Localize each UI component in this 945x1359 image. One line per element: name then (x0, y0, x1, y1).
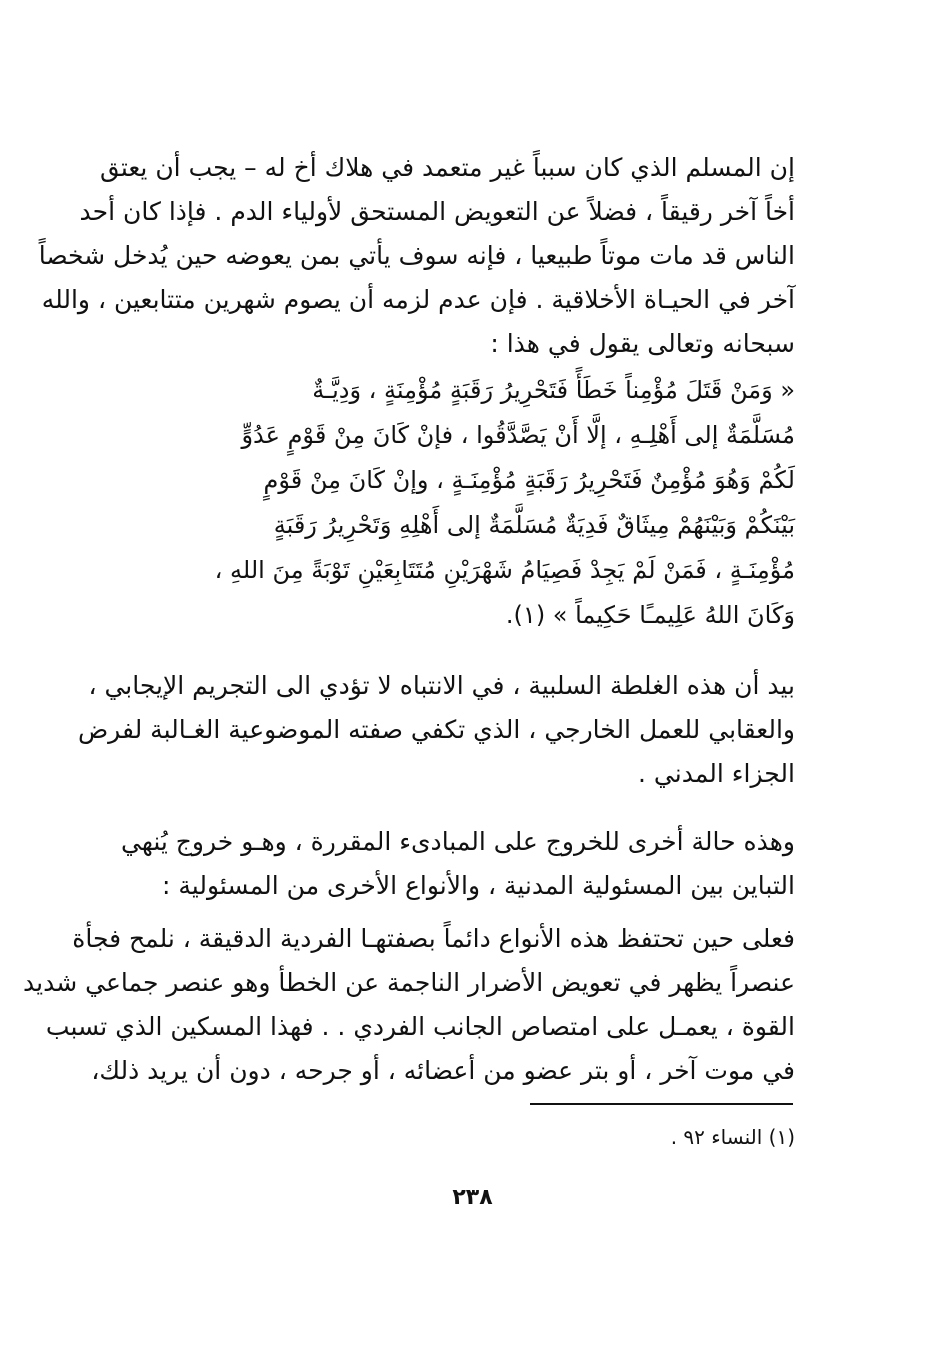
text-line: عنصراً يظهر في تعويض الأضرار الناجمة عن الخطأ وهو عنصر جماعي شديد (23, 968, 795, 997)
text-line: القوة ، يعمـل على امتصاص الجانب الفردي . . فهذا المسكين الذي تسبب (45, 1012, 795, 1041)
text-line: مُؤْمِنَـةٍ ، فَمَنْ لَمْ يَجِدْ فَصِيَامُ شَهْرَيْنِ مُتَتَابِعَيْنِ تَوْبَةً مِنَ اللهِ ، (214, 556, 795, 584)
text-line: آخر في الحيـاة الأخلاقية . فإن عدم لزمه أن يصوم شهرين متتابعين ، والله (41, 285, 795, 314)
text-line: « وَمَنْ قَتَلَ مُؤْمِناً خَطَأً فَتَحْرِيرُ رَقَبَةٍ مُؤْمِنَةٍ ، وَدِيَّـةٌ (312, 376, 795, 404)
text-line: والعقابي للعمل الخارجي ، الذي تكفي صفته الموضوعية الغـالبة لفرض (77, 715, 795, 744)
text-line: الجزاء المدني . (638, 759, 795, 788)
paragraph-intro (38, 146, 795, 366)
paragraph-exception (120, 820, 795, 908)
text-line: سبحانه وتعالى يقول في هذا : (490, 329, 795, 358)
footnote: (١) النساء ٩٢ . (670, 1125, 795, 1149)
text-line: في موت آخر ، أو بتر عضو من أعضائه ، أو جرحه ، دون أن يريد ذلك، (91, 1056, 795, 1085)
text-line: إن المسلم الذي كان سبباً غير متعمد في هلاك أخ له – يجب أن يعتق (99, 153, 795, 182)
paragraph-negative-error (77, 664, 795, 796)
text-line: لَكُمْ وَهُوَ مُؤْمِنٌ فَتَحْرِيرُ رَقَبَةٍ مُؤْمِنَـةٍ ، وإنْ كَانَ مِنْ قَوْمٍ (263, 466, 795, 494)
footnote-divider (530, 1103, 793, 1105)
text-line: بيد أن هذه الغلطة السلبية ، في الانتباه لا تؤدي الى التجريم الإيجابي ، (88, 671, 795, 700)
text-line: وَكَانَ اللهُ عَلِيمـًا حَكِيماً » (١). (505, 601, 795, 629)
text-line: وهذه حالة أخرى للخروج على المبادىء المقررة ، وهـو خروج يُنهي (120, 827, 795, 856)
text-line: بَيْنَكُمْ وَبَيْنَهُمْ مِيثَاقٌ فَدِيَةٌ مُسَلَّمَةٌ إلى أَهْلِهِ وَتَحْرِيرُ رَقَبَةٍ (273, 511, 795, 539)
paragraph-quran-quote (130, 368, 795, 638)
text-line: الناس قد مات موتاً طبيعيا ، فإنه سوف يأتي بمن يعوضه حين يُدخل شخصاً (38, 241, 795, 270)
text-line: مُسَلَّمَةٌ إلى أَهْلِـهِ ، إلَّا أَنْ يَصَّدَّقُوا ، فإنْ كَانَ مِنْ قَوْمٍ عَدُوٍّ (241, 421, 795, 449)
paragraph-collective-element (23, 917, 795, 1093)
text-line: فعلى حين تحتفظ هذه الأنواع دائماً بصفتهـا الفردية الدقيقة ، نلمح فجأة (72, 924, 795, 953)
text-line: أخاً آخر رقيقاً ، فضلاً عن التعويض المستحق لأولياء الدم . فإذا كان أحد (79, 197, 795, 226)
page-number: ٢٣٨ (452, 1185, 493, 1210)
text-line: التباين بين المسئولية المدنية ، والأنواع الأخرى من المسئولية : (162, 871, 795, 900)
